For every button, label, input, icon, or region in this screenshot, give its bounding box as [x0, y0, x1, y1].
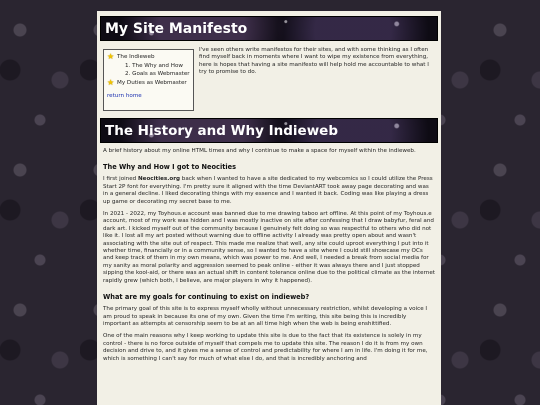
star-icon: ★ [107, 77, 115, 87]
paragraph-neocities [103, 176, 435, 206]
page-title: My Site Manifesto [100, 16, 438, 41]
manifesto-page [97, 11, 441, 405]
toc-item-indieweb[interactable] [107, 53, 190, 62]
toc-item-duties[interactable] [107, 79, 190, 88]
p1-after: back when I wanted to have a site dedicated to my webcomics so I could utilize the Press Start 2P font for everything. I'm pretty sure it aligned with the time DeviantART took away page decorating and was in a general decline. I liked decorating things with my essence and I wanted it back. Coding was like playing a dress up game or decorating my secret base to me. [103, 176, 433, 205]
section-summary: A brief history about my online HTML times and why I continue to make a space for myself within the indieweb. [103, 148, 416, 154]
star-icon: ★ [107, 52, 115, 62]
toc-item-why-how[interactable]: 1. The Why and How [125, 62, 183, 69]
neocities-text: Neocities.org [137, 176, 180, 183]
toc-row [97, 47, 441, 113]
section-title-history: The History and Why Indieweb [100, 118, 438, 143]
toc-item-label[interactable]: My Duties as Webmaster [117, 79, 187, 86]
paragraph-toyhouse: In 2021 - 2022, my Toyhous.e account was banned due to me drawing taboo art offline. At this point of my Toyhous.e account, most of my work was hidden and I was mostly inactive on site after confessing that I draw babyfur, feral and dark art. I kicked myself out of the community because I genuinely felt doing so was respectful to others who did not like it. I lost all my art posted without warning due to offline activity I already was pretty open about and wasn't associating with the site out of respect. This made me realize that well, any site could uproot everything I put into it whether time, financially or in a community sense, so I wanted to have a site where I could still showcase my OCs and keep track of them in my own means, which was power to me. And well, I needed a break from social media for my sanity as moral polarity and aggression seemed to peak online - either it was always there and I just stopped sipping the kool-aid, or there was an actual shift in content tolerance online due to the political climate as the internet rapidly grew (which both, I believe, are major players in why it happened). [103, 211, 435, 284]
heading-goals: What are my goals for continuing to exist on indieweb? [103, 293, 310, 302]
table-of-contents [103, 49, 194, 111]
return-home-link[interactable]: return home [107, 93, 142, 99]
intro-paragraph: I've seen others write manifestos for their sites, and with some thinking as I often find myself back in moments where I want to wipe my existence from everything, here is hopes that having a site manifesto will help hold me accountable to what I try to promise to do. [199, 47, 429, 76]
toc-item-goals[interactable]: 2. Goals as Webmaster [125, 71, 190, 77]
toc-item-label[interactable]: The Indieweb [117, 54, 155, 61]
section-content [97, 148, 441, 363]
p1-before: I first joined [103, 176, 138, 183]
paragraph-reasons: One of the main reasons why I keep working to update this site is due to the fact that its existence is solely in my control - there is no force outside of myself that compels me to update this site. The reason I do it is from my own decision and drive to, and it gives me a sense of control and predictability for where I am in life. I'm doing it for me, which is something I can't say for much of what else I do, and that is incredibly anchoring and [103, 333, 428, 362]
paragraph-primary-goal: The primary goal of this site is to express myself wholly without unnecessary restriction, whilst developing a voice I am proud to speak in because its one of my own. Given the time I'm writing, this site being this is incredibly important as attempts at censorship seem to be at an all time high when the web is being enshittified. [103, 306, 428, 327]
heading-why-how: The Why and How I got to Neocities [103, 163, 237, 172]
